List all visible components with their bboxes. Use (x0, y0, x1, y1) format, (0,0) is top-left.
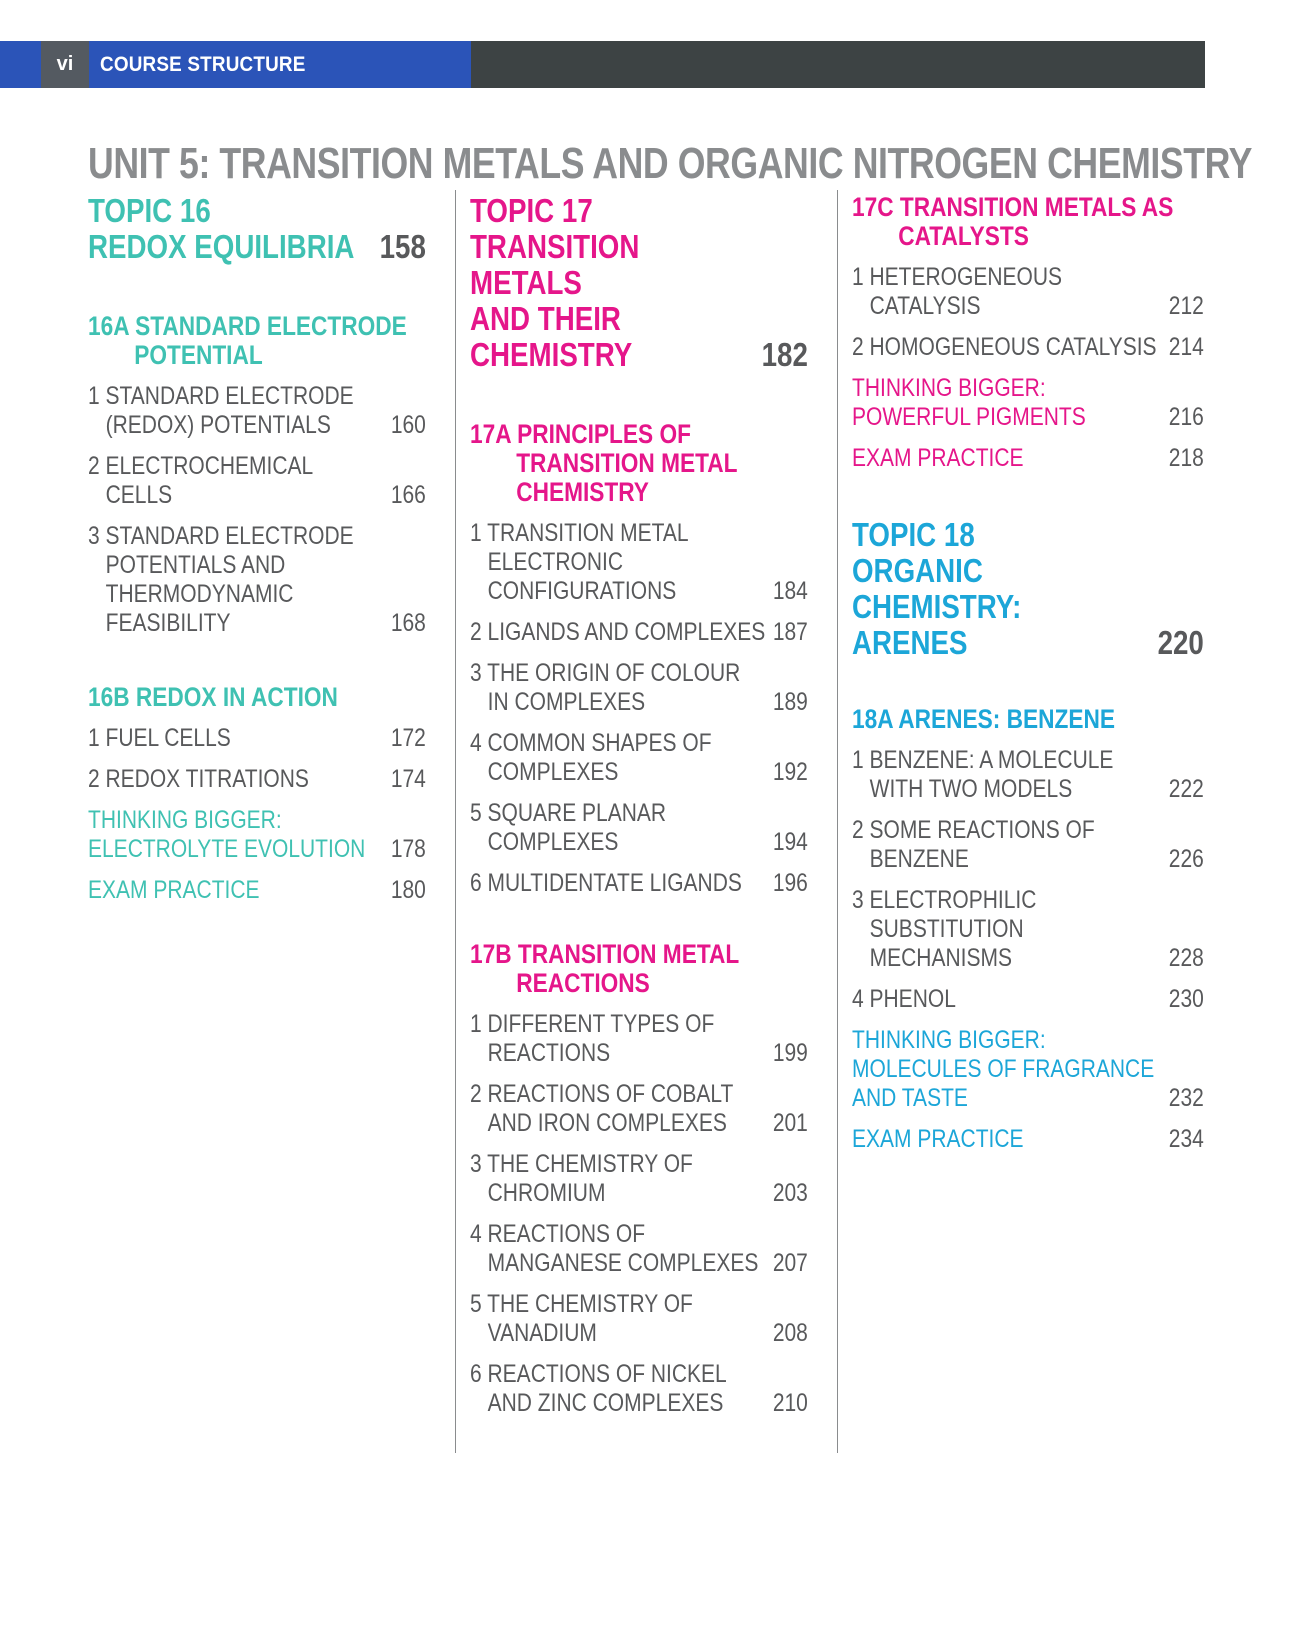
topic-18-label: TOPIC 18 (852, 516, 975, 553)
toc-item[interactable]: 1 STANDARD ELECTRODE (REDOX) POTENTIALS 160 (88, 382, 426, 439)
toc-item[interactable]: 2 SOME REACTIONS OF BENZENE 226 (852, 816, 1204, 873)
toc-item[interactable]: 2 HOMOGENEOUS CATALYSIS 214 (852, 333, 1204, 361)
thinking-bigger-18[interactable]: THINKING BIGGER: MOLECULES OF FRAGRANCE AND TASTE 232 (852, 1026, 1204, 1112)
toc-item[interactable]: 3 THE CHEMISTRY OF CHROMIUM 203 (470, 1150, 808, 1207)
toc-item[interactable]: 3 THE ORIGIN OF COLOUR IN COMPLEXES 189 (470, 659, 808, 716)
thinking-bigger-17[interactable]: THINKING BIGGER: POWERFUL PIGMENTS 216 (852, 374, 1204, 431)
topic-17-title-2: AND THEIR (470, 300, 621, 337)
topic-17-page: 182 (761, 336, 808, 373)
topic-17-title: TRANSITION METALS (470, 228, 640, 301)
toc-item[interactable]: 3 STANDARD ELECTRODE POTENTIALS AND THERMODYNAMIC FEASIBILITY 168 (88, 522, 426, 637)
toc-item[interactable]: 5 SQUARE PLANAR COMPLEXES 194 (470, 799, 808, 856)
section-16a-heading: 16A STANDARD ELECTRODE POTENTIAL (88, 311, 407, 370)
toc-item[interactable]: 4 PHENOL 230 (852, 985, 1204, 1013)
section-17b-heading: 17B TRANSITION METAL REACTIONS (470, 939, 739, 998)
exam-practice-18[interactable]: EXAM PRACTICE 234 (852, 1125, 1204, 1153)
column-topic-16 (88, 193, 426, 917)
topic-17-heading (470, 193, 808, 373)
topic-16-label: TOPIC 16 (88, 192, 211, 229)
topic-18-title-2: ARENES (852, 624, 968, 661)
exam-practice-17[interactable]: EXAM PRACTICE 218 (852, 444, 1204, 472)
toc-item[interactable]: 2 REACTIONS OF COBALT AND IRON COMPLEXES 201 (470, 1080, 808, 1137)
topic-17-label: TOPIC 17 (470, 192, 593, 229)
toc-item[interactable]: 1 TRANSITION METAL ELECTRONIC CONFIGURATIONS 184 (470, 519, 808, 605)
topic-16-heading (88, 193, 426, 265)
header-bar (0, 41, 1205, 88)
section-17a-heading: 17A PRINCIPLES OF TRANSITION METAL CHEMISTRY (470, 419, 738, 507)
section-16b-heading: 16B REDOX IN ACTION (88, 682, 338, 712)
toc-item[interactable]: 2 ELECTROCHEMICAL CELLS 166 (88, 452, 426, 509)
toc-item[interactable]: 4 COMMON SHAPES OF COMPLEXES 192 (470, 729, 808, 786)
unit-title: UNIT 5: TRANSITION METALS AND ORGANIC NITROGEN CHEMISTRY (88, 139, 1252, 188)
topic-18-heading (852, 517, 1204, 661)
toc-item[interactable]: 1 FUEL CELLS 172 (88, 724, 426, 752)
topic-17-title-3: CHEMISTRY (470, 336, 633, 373)
toc-item[interactable]: 2 LIGANDS AND COMPLEXES 187 (470, 618, 808, 646)
column-divider (837, 190, 838, 1453)
header-section-title: COURSE STRUCTURE (100, 53, 306, 76)
topic-18-page: 220 (1157, 624, 1204, 661)
toc-item[interactable]: 5 THE CHEMISTRY OF VANADIUM 208 (470, 1290, 808, 1347)
toc-item[interactable]: 1 BENZENE: A MOLECULE WITH TWO MODELS 222 (852, 746, 1204, 803)
page-number: vi (41, 41, 89, 88)
exam-practice-16[interactable]: EXAM PRACTICE 180 (88, 876, 426, 904)
column-divider (455, 190, 456, 1453)
thinking-bigger-16[interactable]: THINKING BIGGER: ELECTROLYTE EVOLUTION 178 (88, 806, 426, 863)
toc-item[interactable]: 1 DIFFERENT TYPES OF REACTIONS 199 (470, 1010, 808, 1067)
section-17c-heading: 17C TRANSITION METALS AS CATALYSTS (852, 192, 1174, 251)
column-topic-17c-18 (852, 193, 1204, 1166)
toc-item[interactable]: 1 HETEROGENEOUS CATALYSIS 212 (852, 263, 1204, 320)
toc-item[interactable]: 6 REACTIONS OF NICKEL AND ZINC COMPLEXES 210 (470, 1360, 808, 1417)
toc-item[interactable]: 2 REDOX TITRATIONS 174 (88, 765, 426, 793)
column-topic-17 (470, 193, 808, 1430)
section-18a-heading: 18A ARENES: BENZENE (852, 704, 1115, 734)
toc-item[interactable]: 3 ELECTROPHILIC SUBSTITUTION MECHANISMS 228 (852, 886, 1204, 972)
toc-item[interactable]: 4 REACTIONS OF MANGANESE COMPLEXES 207 (470, 1220, 808, 1277)
topic-18-title: ORGANIC CHEMISTRY: (852, 552, 1022, 625)
topic-16-page: 158 (379, 228, 426, 265)
toc-item[interactable]: 6 MULTIDENTATE LIGANDS 196 (470, 869, 808, 897)
topic-16-title: REDOX EQUILIBRIA (88, 228, 355, 265)
